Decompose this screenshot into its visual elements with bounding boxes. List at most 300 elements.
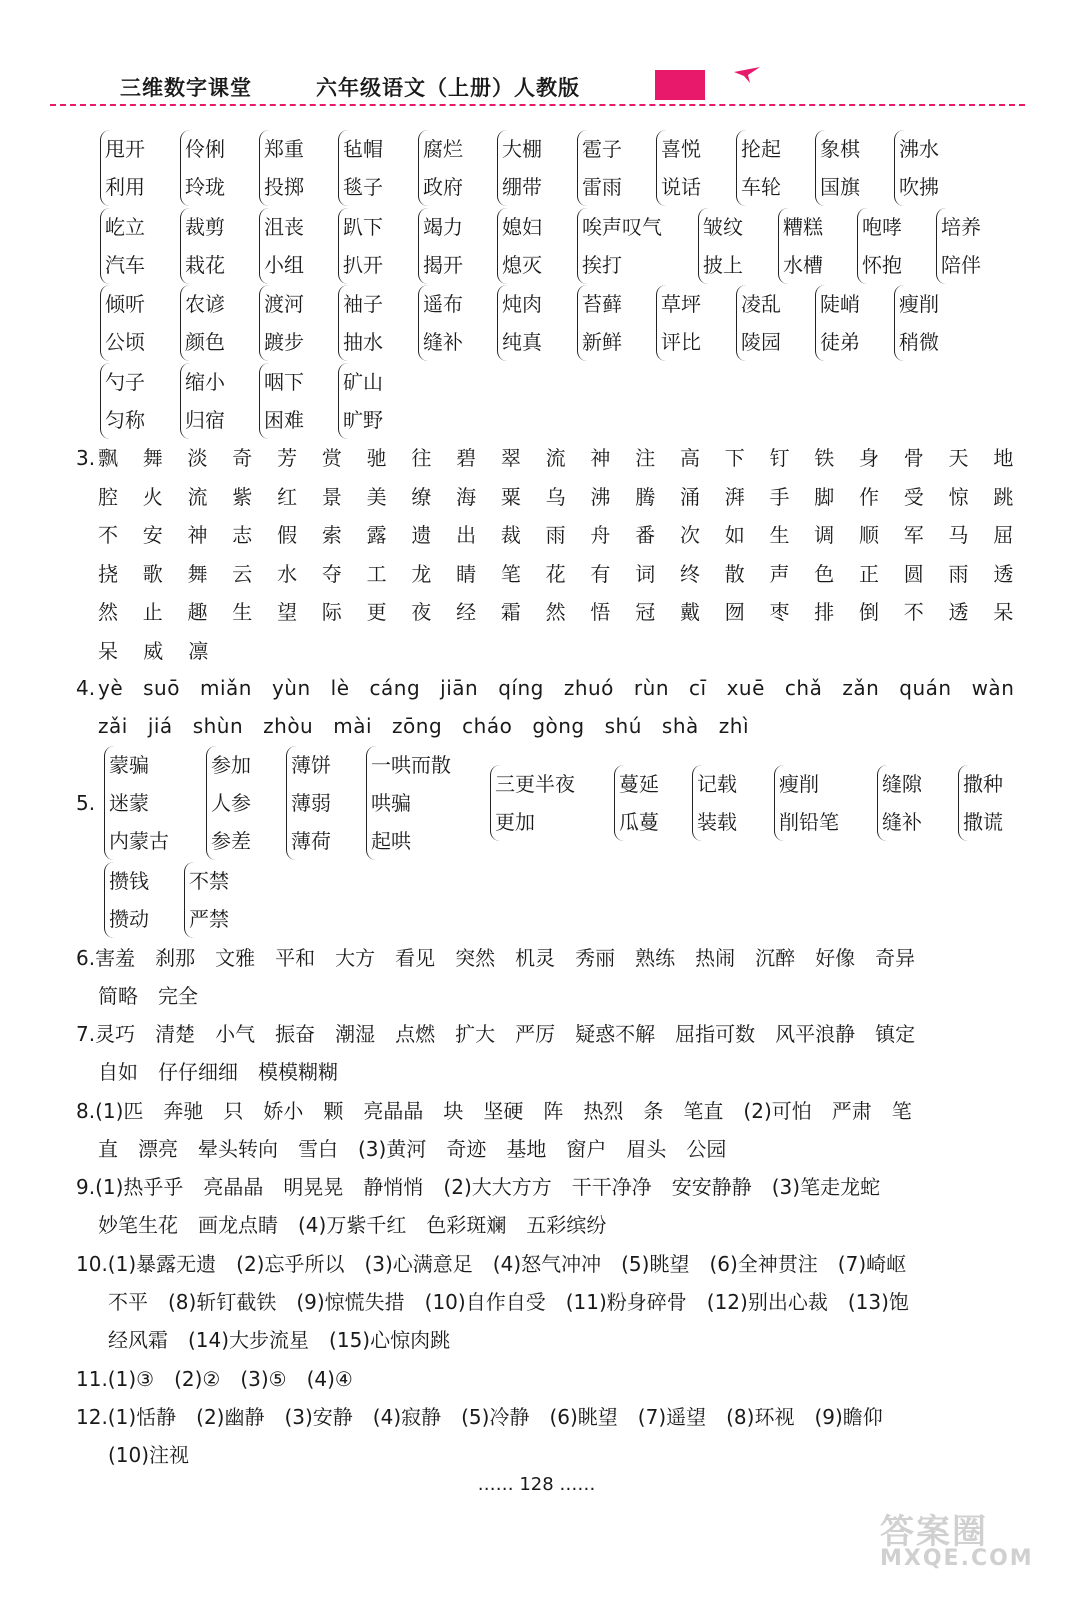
word: 利用: [105, 175, 145, 199]
pinyin: cī: [689, 676, 707, 700]
word: 装载: [697, 810, 737, 834]
char: 词: [635, 561, 656, 586]
char: 透: [948, 600, 969, 624]
word-pair: [577, 285, 622, 361]
word: 皱纹: [703, 215, 743, 239]
word-pair: [736, 285, 781, 361]
word: 披上: [703, 253, 743, 277]
pinyin: shú: [604, 714, 642, 738]
q12-line-2: (10)注视: [108, 1443, 190, 1467]
pinyin: zǎn: [842, 676, 880, 700]
word: 记载: [697, 772, 737, 796]
word-group: [774, 765, 839, 841]
word-pair: [338, 363, 383, 439]
word: 瘦削: [899, 292, 939, 316]
word-pair: [815, 285, 860, 361]
q4-pinyin-row-1: [98, 669, 1034, 707]
word: 咽下: [264, 370, 304, 394]
char: 霜: [500, 600, 521, 624]
word: 参加: [211, 753, 251, 777]
word-pair: [180, 130, 225, 206]
pinyin: shà: [661, 714, 699, 738]
pinyin: suō: [143, 676, 180, 700]
word: 蒙骗: [109, 753, 149, 777]
q3-row: [98, 478, 1038, 516]
char: 手: [769, 484, 790, 509]
word: 怀抱: [862, 253, 902, 277]
char: 湃: [724, 484, 745, 509]
word: 毯子: [343, 175, 383, 199]
pinyin: xuē: [726, 676, 765, 700]
word: 吹拂: [899, 175, 939, 199]
page-header: [0, 0, 1073, 110]
char: 透: [993, 561, 1014, 586]
word-group: [614, 765, 659, 841]
word: 玲珑: [185, 175, 225, 199]
word: 苔藓: [582, 292, 622, 316]
q3-row: [98, 555, 1038, 593]
word: 不禁: [189, 869, 229, 893]
char: 趣: [187, 600, 208, 624]
word: 踱步: [264, 330, 304, 354]
char: 神: [590, 446, 611, 470]
word: 徒弟: [820, 330, 860, 354]
word-pair: [736, 130, 781, 206]
char: 不: [98, 523, 118, 547]
word-pair: [497, 130, 542, 206]
word: 撒种: [963, 772, 1003, 796]
char: 睛: [456, 561, 477, 586]
word-pair: [100, 285, 145, 361]
char: 色: [814, 561, 835, 586]
word: 培养: [941, 215, 981, 239]
word: 郑重: [264, 137, 304, 161]
q4-pinyin-row-2: [98, 707, 769, 745]
word: 大棚: [502, 137, 542, 161]
pinyin: gòng: [532, 714, 585, 738]
word: 小组: [264, 253, 304, 277]
word: 象棋: [820, 137, 860, 161]
word-pair: [418, 208, 463, 284]
char: 雨: [948, 561, 969, 586]
word: 瓜蔓: [619, 810, 659, 834]
word: 沸水: [899, 137, 939, 161]
word: 攒动: [109, 907, 149, 931]
word-group: [958, 765, 1003, 841]
q4-label: 4.: [76, 676, 96, 700]
word-pair: [100, 363, 145, 439]
q10-line-2: 不平 (8)斩钉截铁 (9)惊慌失措 (10)自作自受 (11)粉身碎骨 (12)别出心裁 (13)饱: [108, 1290, 909, 1314]
word: 糟糕: [783, 215, 823, 239]
char: 乌: [545, 484, 566, 509]
pinyin: quán: [899, 676, 952, 700]
word-pair: [577, 208, 662, 284]
word: 沮丧: [264, 215, 304, 239]
word: 趴下: [343, 215, 383, 239]
word: 旷野: [343, 408, 383, 432]
char: 跳: [993, 484, 1014, 509]
word: 迷蒙: [109, 791, 149, 815]
q8-line-1: 8.(1)匹 奔驰 只 娇小 颗 亮晶晶 块 坚硬 阵 热烈 条 笔直 (2)可怕 严肃 笔: [76, 1099, 912, 1123]
pinyin: jiān: [440, 676, 479, 700]
char: 腔: [98, 484, 118, 509]
char: 出: [456, 523, 477, 547]
word-pair: [100, 208, 145, 284]
char: 圆: [903, 561, 924, 586]
word-pair: [259, 130, 304, 206]
char: 不: [903, 600, 924, 624]
word: 薄弱: [291, 791, 331, 815]
word: 说话: [661, 175, 701, 199]
word: 一哄而散: [371, 753, 451, 777]
char: 骨: [903, 446, 924, 470]
word: 咆哮: [862, 215, 902, 239]
q6-line-1: 6.害羞 刹那 文雅 平和 大方 看见 突然 机灵 秀丽 熟练 热闹 沉醉 好像 奇异: [76, 946, 916, 970]
word: 绷带: [502, 175, 542, 199]
char: 索: [321, 523, 342, 547]
pinyin: lè: [330, 676, 350, 700]
word-pair: [894, 130, 939, 206]
q7-line-1: 7.灵巧 清楚 小气 振奋 潮湿 点燃 扩大 严厉 疑惑不解 屈指可数 风平浪静 镇定: [76, 1022, 916, 1046]
word-group: [490, 765, 575, 841]
char: 工: [366, 561, 387, 586]
char: 马: [948, 523, 969, 547]
char: 冠: [635, 600, 656, 624]
word: 抽水: [343, 330, 383, 354]
pinyin: qíng: [498, 676, 544, 700]
char: 紫: [232, 484, 253, 509]
word-pair: [936, 208, 981, 284]
char: 排: [814, 600, 835, 624]
word-pair: [180, 363, 225, 439]
char: 止: [142, 600, 163, 624]
word: 揭开: [423, 253, 463, 277]
q11-line-1: 11.(1)③ (2)② (3)⑤ (4)④: [76, 1367, 353, 1391]
word-pair: [894, 285, 939, 361]
word: 缝隙: [882, 772, 922, 796]
char: 志: [232, 523, 253, 547]
word-group: [286, 746, 331, 860]
char: 调: [814, 523, 835, 547]
word-pair: [418, 130, 463, 206]
word: 裁剪: [185, 215, 225, 239]
q3-label: 3.: [76, 446, 96, 470]
word: 唉声叹气: [582, 215, 662, 239]
char: 芳: [277, 446, 298, 470]
word-pair: [259, 285, 304, 361]
word: 熄灭: [502, 253, 542, 277]
char: 囫: [724, 600, 745, 624]
word: 新鲜: [582, 330, 622, 354]
word-pair: [338, 130, 383, 206]
word: 矿山: [343, 370, 383, 394]
char: 雨: [545, 523, 566, 547]
char: 腾: [635, 484, 656, 509]
word: 严禁: [189, 907, 229, 931]
word: 汽车: [105, 253, 145, 277]
word: 归宿: [185, 408, 225, 432]
q3-row: [98, 439, 1038, 477]
pinyin: cáng: [369, 676, 421, 700]
char: 声: [769, 561, 790, 586]
word: 哄骗: [371, 791, 411, 815]
char: 终: [679, 561, 700, 586]
char: 奇: [232, 446, 253, 470]
char: 凛: [188, 638, 209, 663]
pinyin: zōng: [392, 714, 443, 738]
char: 悟: [590, 600, 611, 624]
char: 屈: [993, 523, 1014, 547]
char: 威: [143, 638, 164, 663]
char: 舞: [187, 561, 208, 586]
char: 际: [321, 600, 342, 624]
word-pair: [180, 285, 225, 361]
word: 缝补: [423, 330, 463, 354]
word: 车轮: [741, 175, 781, 199]
char: 受: [903, 484, 924, 509]
word-pair: [259, 363, 304, 439]
char: 铁: [814, 446, 835, 470]
word: 伶俐: [185, 137, 225, 161]
word: 公顷: [105, 330, 145, 354]
word-pair: [418, 285, 463, 361]
word: 投掷: [264, 175, 304, 199]
word: 炖肉: [502, 292, 542, 316]
char: 夜: [411, 600, 432, 624]
word: 毡帽: [343, 137, 383, 161]
char: 笔: [500, 561, 521, 586]
word: 薄饼: [291, 753, 331, 777]
word: 遥布: [423, 292, 463, 316]
char: 惊: [948, 484, 969, 509]
word: 屹立: [105, 215, 145, 239]
pinyin: wàn: [971, 676, 1015, 700]
word: 陪伴: [941, 253, 981, 277]
word: 稍微: [899, 330, 939, 354]
char: 夺: [321, 561, 342, 586]
series-title: 三维数字课堂: [120, 76, 252, 100]
q9-line-1: 9.(1)热乎乎 亮晶晶 明晃晃 静悄悄 (2)大大方方 干干净净 安安静静 (3)笔走龙蛇: [76, 1175, 881, 1199]
char: 歌: [142, 561, 163, 586]
char: 涌: [679, 484, 700, 509]
word: 缩小: [185, 370, 225, 394]
word: 挨打: [582, 253, 622, 277]
word: 雷雨: [582, 175, 622, 199]
char: 有: [590, 561, 611, 586]
word-pair: [338, 285, 383, 361]
word-pair: [656, 130, 701, 206]
word: 凌乱: [741, 292, 781, 316]
char: 舟: [590, 523, 611, 547]
char: 钉: [769, 446, 790, 470]
char: 呆: [993, 600, 1014, 624]
char: 海: [456, 484, 477, 509]
word: 人参: [211, 791, 251, 815]
char: 注: [635, 446, 656, 470]
word-pair: [100, 130, 145, 206]
word: 薄荷: [291, 829, 331, 853]
word: 削铅笔: [779, 810, 839, 834]
char: 露: [366, 523, 387, 547]
q9-line-2: 妙笔生花 画龙点睛 (4)万紫千红 色彩斑斓 五彩缤纷: [98, 1213, 607, 1237]
char: 舞: [142, 446, 163, 470]
header-accent-block: [655, 70, 705, 100]
word: 更加: [495, 810, 535, 834]
q3-row: [98, 593, 1038, 631]
word: 攒钱: [109, 869, 149, 893]
word: 缝补: [882, 810, 922, 834]
word-pair: [698, 208, 743, 284]
char: 挠: [98, 561, 118, 586]
word: 陵园: [741, 330, 781, 354]
char: 云: [232, 561, 253, 586]
char: 身: [859, 446, 880, 470]
pinyin: yùn: [271, 676, 311, 700]
word: 颜色: [185, 330, 225, 354]
word: 内蒙古: [109, 829, 169, 853]
word: 勺子: [105, 370, 145, 394]
char: 次: [679, 523, 700, 547]
pinyin: yè: [98, 676, 124, 700]
word: 甩开: [105, 137, 145, 161]
char: 赏: [321, 446, 342, 470]
word: 倾听: [105, 292, 145, 316]
char: 流: [187, 484, 208, 509]
char: 粟: [500, 484, 521, 509]
char: 脚: [814, 484, 835, 509]
word-group: [104, 862, 149, 938]
word-pair: [656, 285, 701, 361]
char: 沸: [590, 484, 611, 509]
char: 景: [321, 484, 342, 509]
char: 然: [98, 600, 118, 624]
pinyin: rùn: [633, 676, 669, 700]
char: 地: [993, 446, 1014, 470]
header-divider: [50, 104, 1025, 106]
char: 飘: [98, 446, 118, 470]
q3-row: [98, 632, 1038, 670]
char: 然: [545, 600, 566, 624]
word: 陡峭: [820, 292, 860, 316]
q3-row: [98, 516, 1038, 554]
word: 参差: [211, 829, 251, 853]
pinyin: zǎi: [98, 714, 128, 738]
word: 栽花: [185, 253, 225, 277]
char: 生: [769, 523, 790, 547]
word-pair: [497, 285, 542, 361]
word: 撒谎: [963, 810, 1003, 834]
q8-line-2: 直 漂亮 晕头转向 雪白 (3)黄河 奇迹 基地 窗户 眉头 公园: [98, 1137, 727, 1161]
word: 困难: [264, 408, 304, 432]
pinyin: zhòu: [263, 714, 314, 738]
q10-line-1: 10.(1)暴露无遗 (2)忘乎所以 (3)心满意足 (4)怒气冲冲 (5)眺望 (6)全神贯注 (7)崎岖: [76, 1252, 907, 1276]
char: 经: [456, 600, 477, 624]
q6-line-2: 简略 完全: [98, 984, 198, 1008]
char: 戴: [679, 600, 700, 624]
word: 水槽: [783, 253, 823, 277]
word: 农谚: [185, 292, 225, 316]
char: 淡: [187, 446, 208, 470]
char: 遗: [411, 523, 432, 547]
word: 国旗: [820, 175, 860, 199]
word: 喜悦: [661, 137, 701, 161]
char: 美: [366, 484, 387, 509]
char: 碧: [456, 446, 477, 470]
char: 呆: [98, 638, 118, 663]
char: 驰: [366, 446, 387, 470]
pinyin: mài: [333, 714, 373, 738]
word: 评比: [661, 330, 701, 354]
word-group: [184, 862, 229, 938]
bird-icon: [733, 66, 761, 84]
word: 袖子: [343, 292, 383, 316]
char: 花: [545, 561, 566, 586]
char: 翠: [500, 446, 521, 470]
char: 天: [948, 446, 969, 470]
word-pair: [338, 208, 383, 284]
word-pair: [497, 208, 542, 284]
char: 神: [187, 523, 208, 547]
word-pair: [857, 208, 902, 284]
char: 枣: [769, 600, 790, 624]
q12-line-1: 12.(1)恬静 (2)幽静 (3)安静 (4)寂静 (5)冷静 (6)眺望 (7)遥望 (8)环视 (9)瞻仰: [76, 1405, 883, 1429]
word-pair: [778, 208, 823, 284]
char: 高: [679, 446, 700, 470]
word: 匀称: [105, 408, 145, 432]
char: 裁: [500, 523, 521, 547]
word-group: [206, 746, 251, 860]
word: 蔓延: [619, 772, 659, 796]
word: 纯真: [502, 330, 542, 354]
char: 水: [277, 561, 298, 586]
char: 倒: [859, 600, 880, 624]
word-pair: [577, 130, 622, 206]
word-pair: [815, 130, 860, 206]
pinyin: shùn: [192, 714, 244, 738]
word-group: [877, 765, 922, 841]
word: 雹子: [582, 137, 622, 161]
word-pair: [259, 208, 304, 284]
q7-line-2: 自如 仔仔细细 模模糊糊: [98, 1060, 338, 1084]
char: 望: [277, 600, 298, 624]
char: 散: [724, 561, 745, 586]
word-group: [366, 746, 451, 860]
word: 瘦削: [779, 772, 819, 796]
char: 顺: [859, 523, 880, 547]
book-title: 六年级语文（上册）人教版: [316, 76, 580, 100]
char: 更: [366, 600, 387, 624]
word: 竭力: [423, 215, 463, 239]
word: 媳妇: [502, 215, 542, 239]
char: 军: [903, 523, 924, 547]
word: 渡河: [264, 292, 304, 316]
pinyin: cháo: [462, 714, 513, 738]
q10-line-3: 经风霜 (14)大步流星 (15)心惊肉跳: [108, 1328, 451, 1352]
word: 起哄: [371, 829, 411, 853]
char: 缭: [411, 484, 432, 509]
char: 红: [277, 484, 298, 509]
word-group: [692, 765, 737, 841]
char: 火: [142, 484, 163, 509]
word: 腐烂: [423, 137, 463, 161]
page-number: …… 128 ……: [477, 1474, 596, 1495]
pinyin: zhì: [718, 714, 749, 738]
q5-label: 5.: [76, 791, 96, 815]
word: 政府: [423, 175, 463, 199]
char: 下: [724, 446, 745, 470]
pinyin: jiá: [147, 714, 173, 738]
pinyin: zhuó: [563, 676, 614, 700]
